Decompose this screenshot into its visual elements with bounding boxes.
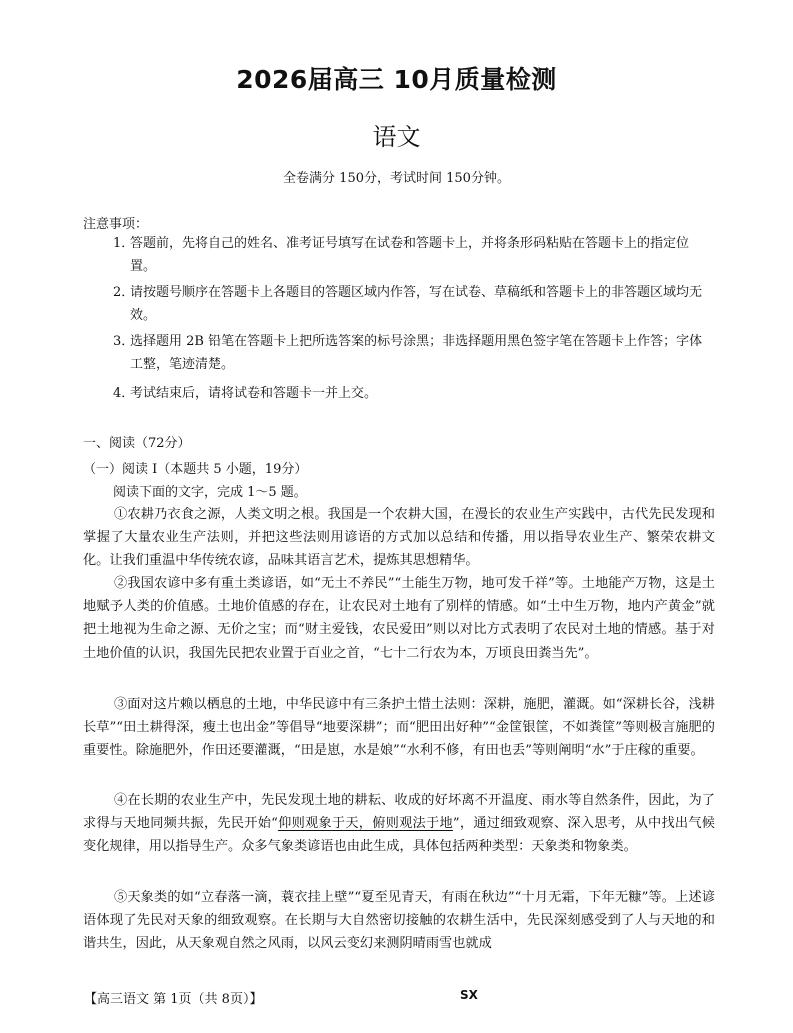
notice-item-number: 1． xyxy=(113,236,135,251)
passage-paragraph-1: ①农耕乃衣食之源，人类文明之根。我国是一个农耕大国，在漫长的农业生产实践中，古代先民发现和掌握了大量农业生产法则，并把这些法则用谚语的方式加以总结和传播，用以指导农业生产、繁荣农耕文化。让我们重温中华传统农谚，品味其语言艺术，提炼其思想精华。 xyxy=(83,507,715,569)
subject-title: 语文 xyxy=(372,123,421,151)
notice-item xyxy=(113,382,713,405)
passage-paragraph-5: ⑤天象类的如“立春落一滴，蓑衣挂上壁”“夏至见青天，有雨在秋边”“十月无霜，下年无糠”等。上述谚语体现了先民对天象的细致观察。在长期与大自然密切接触的农耕生活中，先民深刻感受到了人与天地的和谐共生，因此，从天象观自然之风雨，以风云变幻来测阴晴雨雪也就成 xyxy=(83,890,715,952)
underlined-quote: 仰则观象于天，俯则观法于地 xyxy=(277,816,453,832)
notice-item xyxy=(113,281,713,327)
reading-instruction: 阅读下面的文字，完成 1～5 题。 xyxy=(113,485,307,500)
exam-info: 全卷满分 150分，考试时间 150分钟。 xyxy=(283,171,510,186)
notice-item-text: 请按题号顺序在答题卡上各题目的答题区域内作答，写在试卷、草稿纸和答题卡上的非答题区域均无效。 xyxy=(130,285,703,323)
notice-heading: 注意事项： xyxy=(83,217,149,232)
notice-item-number: 4． xyxy=(113,386,135,401)
paragraph-4-text-before: ④在长期的农业生产中，先民发现土地的耕耘、收成的好坏离不开温度、雨水等自然条件，因此，为了求得与天地同频共振，先民开始“ xyxy=(83,793,715,832)
passage-paragraph-4 xyxy=(83,789,715,859)
exam-title: 2026届高三 10月质量检测 xyxy=(236,65,557,94)
notice-item-text: 选择题用 2B 铅笔在答题卡上把所选答案的标号涂黑；非选择题用黑色签字笔在答题卡上作答；字体工整，笔迹清楚。 xyxy=(130,334,703,372)
section-heading: 一、阅读（72分） xyxy=(83,436,191,451)
notice-item-text: 答题前，先将自己的姓名、准考证号填写在试卷和答题卡上，并将条形码粘贴在答题卡上的指定位置。 xyxy=(130,236,690,274)
passage-paragraph-3: ③面对这片赖以栖息的土地，中华民谚中有三条护土惜土法则：深耕，施肥，灌溉。如“深耕长谷，浅耕长草”“田土耕得深，瘦土也出金”等倡导“地要深耕”；而“肥田出好种”“金筐银筐，不如粪筐”等则极言施肥的重要性。除施肥外，作田还要灌溉，“田是崽，水是娘”“水利不修，有田也丢”等则阐明“水”于庄稼的重要。 xyxy=(83,697,715,759)
footer-code: SX xyxy=(460,988,478,1002)
paragraph-4-text-after: ”，通过细致观察、深入思考，从中找出气候变化规律，用以指导生产。众多气象类谚语也由此生成，具体包括两种类型：天象类和物象类。 xyxy=(83,816,715,855)
notice-item xyxy=(113,330,713,376)
notice-item-text: 考试结束后，请将试卷和答题卡一并上交。 xyxy=(130,386,378,401)
subsection-heading: （一）阅读 I（本题共 5 小题，19分） xyxy=(83,462,308,477)
footer-page-label: 【高三语文 第 1页（共 8页）】 xyxy=(84,992,263,1007)
notice-item-number: 2． xyxy=(113,285,135,300)
notice-item-number: 3． xyxy=(113,334,135,349)
passage-paragraph-2: ②我国农谚中多有重土类谚语，如“无土不养民”“土能生万物，地可发千祥”等。土地能产万物，这是土地赋予人类的价值感。土地价值感的存在，让农民对土地有了别样的情感。如“土中生万物，地内产黄金”就把土地视为生命之源、无价之宝；而“财主爱钱，农民爱田”则以对比方式表明了农民对土地的情感。基于对土地价值的认识，我国先民把农业置于百业之首，“七十二行农为本，万顷良田粪当先”。 xyxy=(83,576,715,661)
notice-item xyxy=(113,232,713,278)
